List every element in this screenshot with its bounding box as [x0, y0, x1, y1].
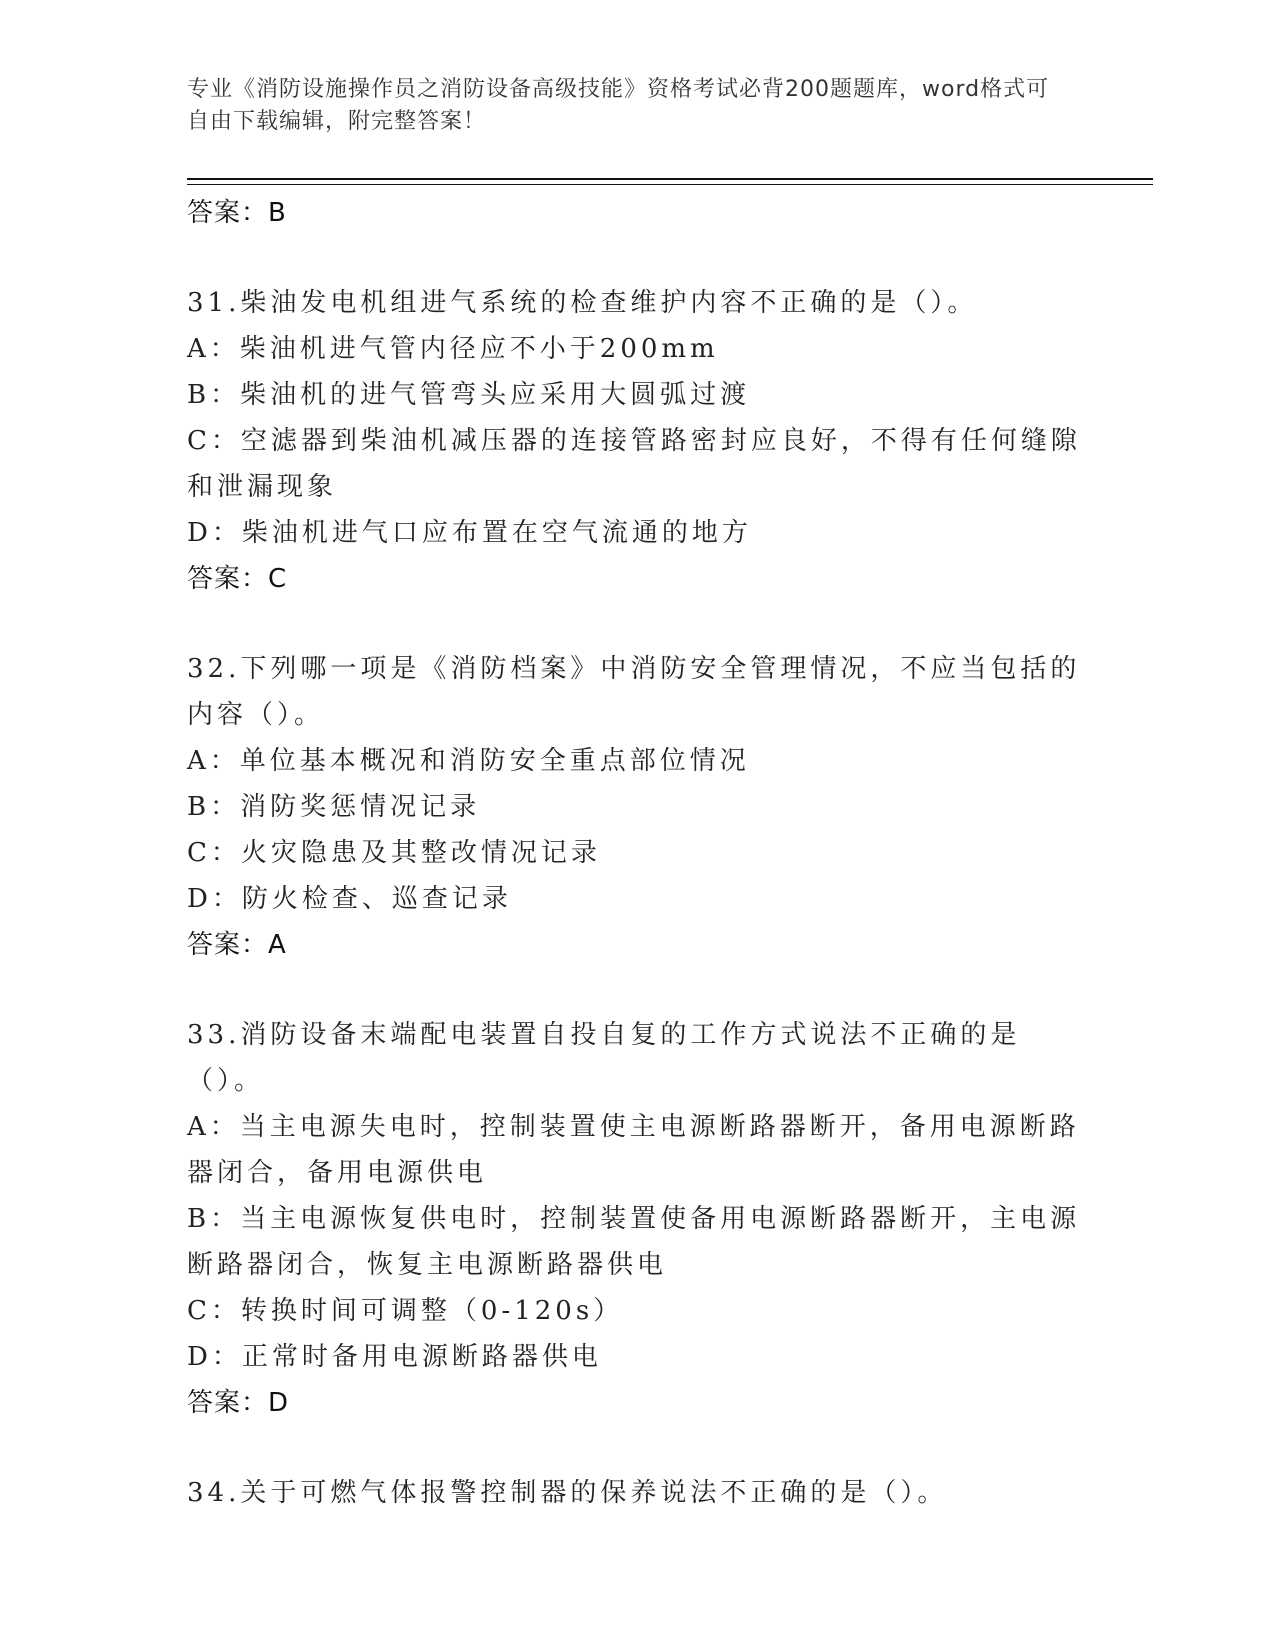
option-d: D：防火检查、巡查记录	[187, 884, 512, 914]
option-d: D：正常时备用电源断路器供电	[187, 1342, 602, 1372]
question-stem: 32.下列哪一项是《消防档案》中消防安全管理情况，不应当包括的内容（）。	[187, 654, 1081, 730]
option-c: C：空滤器到柴油机减压器的连接管路密封应良好，不得有任何缝隙和泄漏现象	[187, 426, 1081, 502]
answer-line: 答案：B	[187, 198, 287, 228]
answer-line: 答案：D	[187, 1388, 290, 1418]
header-rule-thin	[187, 184, 1153, 185]
option-a: A：柴油机进气管内径应不小于200mm	[187, 334, 719, 364]
answer-line: 答案：C	[187, 564, 288, 594]
option-c: C：转换时间可调整（0-120s）	[187, 1296, 624, 1326]
document-body	[187, 190, 1087, 1516]
document-header: 专业《消防设施操作员之消防设备高级技能》资格考试必背200题题库，word格式可自由下载编辑，附完整答案！	[187, 77, 1050, 134]
question-32	[187, 646, 1087, 968]
option-b: B：柴油机的进气管弯头应采用大圆弧过渡	[187, 380, 751, 410]
option-b: B：当主电源恢复供电时，控制装置使备用电源断路器断开，主电源断路器闭合，恢复主电源断路器供电	[187, 1204, 1081, 1280]
answer-line: 答案：A	[187, 930, 287, 960]
option-a: A：单位基本概况和消防安全重点部位情况	[187, 746, 750, 776]
header-rule-thick	[187, 178, 1153, 180]
question-34	[187, 1470, 1087, 1516]
question-31	[187, 280, 1087, 602]
question-stem: 33.消防设备末端配电装置自投自复的工作方式说法不正确的是（）。	[187, 1020, 1021, 1096]
option-a: A：当主电源失电时，控制装置使主电源断路器断开，备用电源断路器闭合，备用电源供电	[187, 1112, 1080, 1188]
option-b: B：消防奖惩情况记录	[187, 792, 481, 822]
question-33	[187, 1012, 1087, 1426]
question-stem: 34.关于可燃气体报警控制器的保养说法不正确的是（）。	[187, 1478, 948, 1508]
option-c: C：火灾隐患及其整改情况记录	[187, 838, 601, 868]
question-stem: 31.柴油发电机组进气系统的检查维护内容不正确的是（）。	[187, 288, 978, 318]
option-d: D：柴油机进气口应布置在空气流通的地方	[187, 518, 752, 548]
